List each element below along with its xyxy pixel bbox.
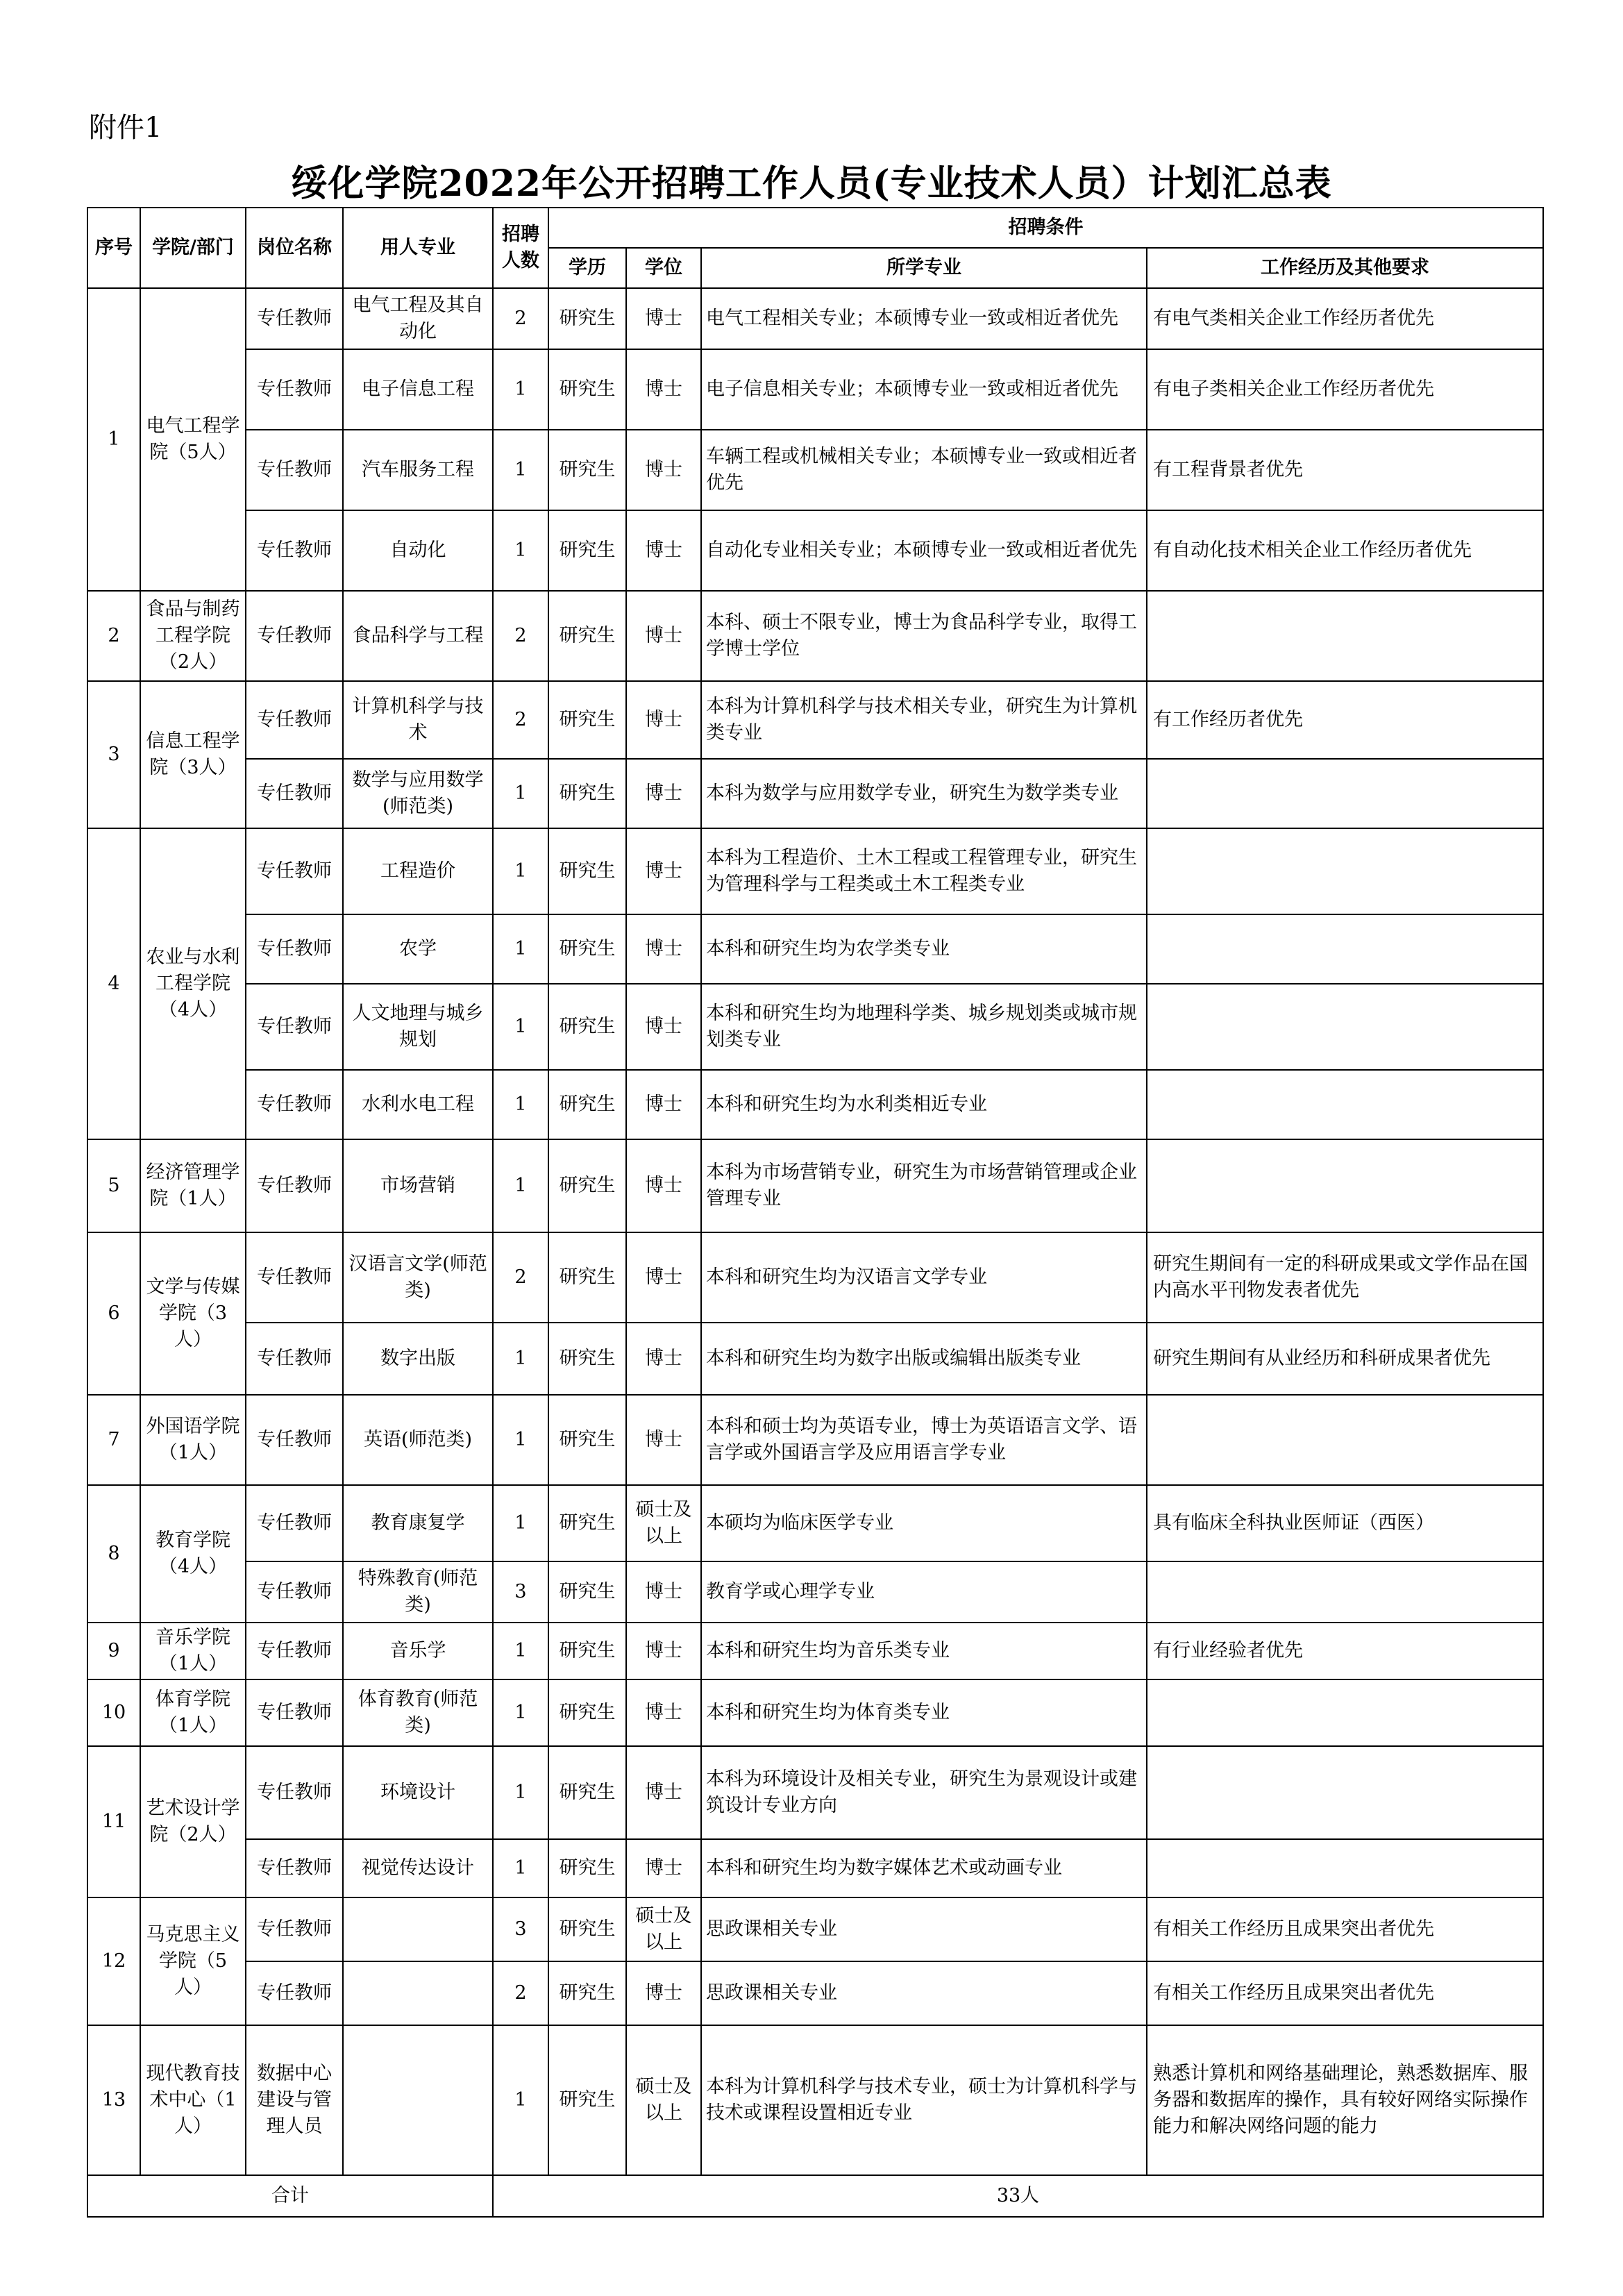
experience-cell — [1147, 1070, 1543, 1139]
count-cell: 2 — [493, 1232, 548, 1323]
specialty-cell: 电气工程及其自动化 — [343, 288, 493, 349]
education-cell: 研究生 — [548, 591, 626, 681]
table-row — [87, 2025, 1543, 2175]
count-cell: 1 — [493, 1485, 548, 1561]
major-cell: 本科为工程造价、土木工程或工程管理专业，研究生为管理科学与工程类或土木工程类专业 — [701, 828, 1147, 914]
specialty-cell: 音乐学 — [343, 1623, 493, 1679]
position-cell: 专任教师 — [246, 1070, 343, 1139]
page-title: 绥化学院2022年公开招聘工作人员(专业技术人员）计划汇总表 — [291, 162, 1332, 205]
major-cell: 本科和研究生均为数字出版或编辑出版类专业 — [701, 1323, 1147, 1395]
college-cell: 体育学院（1人） — [140, 1679, 246, 1746]
education-cell: 研究生 — [548, 1139, 626, 1232]
degree-cell: 博士 — [626, 759, 701, 828]
specialty-cell: 汽车服务工程 — [343, 430, 493, 510]
count-cell: 1 — [493, 2025, 548, 2175]
total-value: 33人 — [493, 2175, 1543, 2217]
experience-cell — [1147, 1679, 1543, 1746]
education-cell: 研究生 — [548, 828, 626, 914]
count-cell: 1 — [493, 1839, 548, 1897]
degree-cell: 博士 — [626, 1961, 701, 2025]
table-row — [87, 1897, 1543, 1961]
position-cell: 专任教师 — [246, 1232, 343, 1323]
degree-cell: 博士 — [626, 1623, 701, 1679]
college-cell: 艺术设计学院（2人） — [140, 1746, 246, 1897]
degree-cell: 博士 — [626, 1561, 701, 1623]
experience-cell: 有工程背景者优先 — [1147, 430, 1543, 510]
major-cell: 电气工程相关专业；本硕博专业一致或相近者优先 — [701, 288, 1147, 349]
row-number-cell: 2 — [87, 591, 140, 681]
row-number-cell: 10 — [87, 1679, 140, 1746]
row-number-cell: 6 — [87, 1232, 140, 1395]
table-row — [87, 1139, 1543, 1232]
specialty-cell: 体育教育(师范类) — [343, 1679, 493, 1746]
degree-cell: 博士 — [626, 1232, 701, 1323]
specialty-cell: 环境设计 — [343, 1746, 493, 1839]
major-cell: 车辆工程或机械相关专业；本硕博专业一致或相近者优先 — [701, 430, 1147, 510]
education-cell: 研究生 — [548, 288, 626, 349]
table-row — [87, 1395, 1543, 1485]
major-cell: 思政课相关专业 — [701, 1897, 1147, 1961]
experience-cell: 有相关工作经历且成果突出者优先 — [1147, 1961, 1543, 2025]
table-row — [87, 1679, 1543, 1746]
experience-cell: 有自动化技术相关企业工作经历者优先 — [1147, 510, 1543, 591]
experience-cell: 有行业经验者优先 — [1147, 1623, 1543, 1679]
education-cell: 研究生 — [548, 1485, 626, 1561]
degree-cell: 博士 — [626, 1395, 701, 1485]
college-cell: 食品与制药工程学院（2人） — [140, 591, 246, 681]
position-cell: 专任教师 — [246, 1139, 343, 1232]
specialty-cell: 自动化 — [343, 510, 493, 591]
position-cell: 专任教师 — [246, 349, 343, 430]
count-cell: 2 — [493, 288, 548, 349]
education-cell: 研究生 — [548, 1323, 626, 1395]
major-cell: 本科和硕士均为英语专业，博士为英语语言文学、语言学或外国语言学及应用语言学专业 — [701, 1395, 1147, 1485]
education-cell: 研究生 — [548, 2025, 626, 2175]
attachment-label: 附件1 — [89, 112, 162, 144]
position-cell: 专任教师 — [246, 759, 343, 828]
table-row — [87, 510, 1543, 591]
college-cell: 音乐学院（1人） — [140, 1623, 246, 1679]
college-cell: 文学与传媒学院（3人） — [140, 1232, 246, 1395]
major-cell: 本科为计算机科学与技术专业，硕士为计算机科学与技术或课程设置相近专业 — [701, 2025, 1147, 2175]
position-cell: 专任教师 — [246, 1839, 343, 1897]
degree-cell: 博士 — [626, 681, 701, 759]
degree-cell: 博士 — [626, 430, 701, 510]
count-cell: 2 — [493, 591, 548, 681]
table-row — [87, 1323, 1543, 1395]
position-cell: 专任教师 — [246, 984, 343, 1070]
education-cell: 研究生 — [548, 1961, 626, 2025]
specialty-cell: 计算机科学与技术 — [343, 681, 493, 759]
table-row — [87, 1485, 1543, 1561]
table-row — [87, 681, 1543, 759]
degree-cell: 博士 — [626, 1070, 701, 1139]
experience-cell — [1147, 914, 1543, 984]
position-cell: 专任教师 — [246, 1485, 343, 1561]
experience-cell — [1147, 1561, 1543, 1623]
education-cell: 研究生 — [548, 914, 626, 984]
count-cell: 1 — [493, 828, 548, 914]
major-cell: 本科为环境设计及相关专业，研究生为景观设计或建筑设计专业方向 — [701, 1746, 1147, 1839]
specialty-cell: 农学 — [343, 914, 493, 984]
table-row — [87, 914, 1543, 984]
header-position: 岗位名称 — [246, 208, 343, 288]
specialty-cell — [343, 1897, 493, 1961]
count-cell: 1 — [493, 430, 548, 510]
row-number-cell: 9 — [87, 1623, 140, 1679]
degree-cell: 博士 — [626, 1139, 701, 1232]
college-cell: 信息工程学院（3人） — [140, 681, 246, 828]
education-cell: 研究生 — [548, 1070, 626, 1139]
count-cell: 1 — [493, 1070, 548, 1139]
major-cell: 本科和研究生均为数字媒体艺术或动画专业 — [701, 1839, 1147, 1897]
specialty-cell: 汉语言文学(师范类) — [343, 1232, 493, 1323]
table-row — [87, 984, 1543, 1070]
education-cell: 研究生 — [548, 984, 626, 1070]
college-cell: 教育学院（4人） — [140, 1485, 246, 1623]
count-cell: 3 — [493, 1897, 548, 1961]
header-conditions: 招聘条件 — [548, 208, 1543, 248]
row-number-cell: 13 — [87, 2025, 140, 2175]
college-cell: 马克思主义学院（5人） — [140, 1897, 246, 2025]
count-cell: 2 — [493, 681, 548, 759]
degree-cell: 博士 — [626, 914, 701, 984]
count-cell: 1 — [493, 510, 548, 591]
specialty-cell — [343, 2025, 493, 2175]
count-cell: 1 — [493, 1623, 548, 1679]
experience-cell: 有电气类相关企业工作经历者优先 — [1147, 288, 1543, 349]
experience-cell: 具有临床全科执业医师证（西医） — [1147, 1485, 1543, 1561]
major-cell: 思政课相关专业 — [701, 1961, 1147, 2025]
header-college: 学院/部门 — [140, 208, 246, 288]
position-cell: 专任教师 — [246, 510, 343, 591]
education-cell: 研究生 — [548, 349, 626, 430]
header-experience: 工作经历及其他要求 — [1147, 248, 1543, 288]
table-row — [87, 828, 1543, 914]
position-cell: 专任教师 — [246, 1897, 343, 1961]
degree-cell: 博士 — [626, 349, 701, 430]
count-cell: 1 — [493, 1139, 548, 1232]
table-row — [87, 349, 1543, 430]
experience-cell — [1147, 1139, 1543, 1232]
education-cell: 研究生 — [548, 1897, 626, 1961]
experience-cell — [1147, 1746, 1543, 1839]
college-cell: 农业与水利工程学院（4人） — [140, 828, 246, 1139]
count-cell: 3 — [493, 1561, 548, 1623]
specialty-cell: 人文地理与城乡规划 — [343, 984, 493, 1070]
total-label: 合计 — [87, 2175, 493, 2217]
major-cell: 电子信息相关专业；本硕博专业一致或相近者优先 — [701, 349, 1147, 430]
specialty-cell: 水利水电工程 — [343, 1070, 493, 1139]
position-cell: 专任教师 — [246, 1561, 343, 1623]
experience-cell: 有电子类相关企业工作经历者优先 — [1147, 349, 1543, 430]
position-cell: 专任教师 — [246, 591, 343, 681]
header-degree: 学位 — [626, 248, 701, 288]
position-cell: 专任教师 — [246, 1395, 343, 1485]
row-number-cell: 4 — [87, 828, 140, 1139]
table-row — [87, 1961, 1543, 2025]
recruitment-plan-table — [87, 207, 1544, 2218]
count-cell: 2 — [493, 1961, 548, 2025]
experience-cell: 熟悉计算机和网络基础理论，熟悉数据库、服务器和数据库的操作，具有较好网络实际操作能力和解决网络问题的能力 — [1147, 2025, 1543, 2175]
education-cell: 研究生 — [548, 1232, 626, 1323]
experience-cell: 研究生期间有从业经历和科研成果者优先 — [1147, 1323, 1543, 1395]
count-cell: 1 — [493, 914, 548, 984]
education-cell: 研究生 — [548, 1395, 626, 1485]
major-cell: 本科、硕士不限专业，博士为食品科学专业，取得工学博士学位 — [701, 591, 1147, 681]
degree-cell: 硕士及以上 — [626, 2025, 701, 2175]
degree-cell: 博士 — [626, 1323, 701, 1395]
education-cell: 研究生 — [548, 1561, 626, 1623]
specialty-cell — [343, 1961, 493, 2025]
row-number-cell: 12 — [87, 1897, 140, 2025]
position-cell: 专任教师 — [246, 1746, 343, 1839]
major-cell: 本硕均为临床医学专业 — [701, 1485, 1147, 1561]
specialty-cell: 食品科学与工程 — [343, 591, 493, 681]
header-specialty: 用人专业 — [343, 208, 493, 288]
table-row — [87, 1070, 1543, 1139]
table-row — [87, 1232, 1543, 1323]
major-cell: 本科和研究生均为音乐类专业 — [701, 1623, 1147, 1679]
count-cell: 1 — [493, 1746, 548, 1839]
degree-cell: 博士 — [626, 288, 701, 349]
major-cell: 自动化专业相关专业；本硕博专业一致或相近者优先 — [701, 510, 1147, 591]
table-row — [87, 759, 1543, 828]
education-cell: 研究生 — [548, 1839, 626, 1897]
major-cell: 本科和研究生均为体育类专业 — [701, 1679, 1147, 1746]
specialty-cell: 市场营销 — [343, 1139, 493, 1232]
experience-cell: 有工作经历者优先 — [1147, 681, 1543, 759]
education-cell: 研究生 — [548, 1746, 626, 1839]
count-cell: 1 — [493, 1679, 548, 1746]
header-education: 学历 — [548, 248, 626, 288]
count-cell: 1 — [493, 759, 548, 828]
specialty-cell: 数学与应用数学(师范类) — [343, 759, 493, 828]
count-cell: 1 — [493, 349, 548, 430]
education-cell: 研究生 — [548, 1679, 626, 1746]
specialty-cell: 数字出版 — [343, 1323, 493, 1395]
position-cell: 专任教师 — [246, 430, 343, 510]
table-row — [87, 1839, 1543, 1897]
major-cell: 本科为计算机科学与技术相关专业，研究生为计算机类专业 — [701, 681, 1147, 759]
specialty-cell: 教育康复学 — [343, 1485, 493, 1561]
degree-cell: 博士 — [626, 1679, 701, 1746]
count-cell: 1 — [493, 1323, 548, 1395]
position-cell: 专任教师 — [246, 828, 343, 914]
table-row — [87, 1561, 1543, 1623]
degree-cell: 博士 — [626, 510, 701, 591]
row-number-cell: 8 — [87, 1485, 140, 1623]
degree-cell: 博士 — [626, 1746, 701, 1839]
header-no: 序号 — [87, 208, 140, 288]
education-cell: 研究生 — [548, 430, 626, 510]
specialty-cell: 特殊教育(师范类) — [343, 1561, 493, 1623]
position-cell: 专任教师 — [246, 1323, 343, 1395]
row-number-cell: 3 — [87, 681, 140, 828]
degree-cell: 博士 — [626, 591, 701, 681]
college-cell: 电气工程学院（5人） — [140, 288, 246, 591]
position-cell: 专任教师 — [246, 1679, 343, 1746]
header-major: 所学专业 — [701, 248, 1147, 288]
major-cell: 教育学或心理学专业 — [701, 1561, 1147, 1623]
table-row — [87, 288, 1543, 349]
college-cell: 外国语学院（1人） — [140, 1395, 246, 1485]
experience-cell — [1147, 591, 1543, 681]
college-cell: 现代教育技术中心（1人） — [140, 2025, 246, 2175]
experience-cell — [1147, 1395, 1543, 1485]
experience-cell — [1147, 984, 1543, 1070]
header-count: 招聘人数 — [493, 208, 548, 288]
table-row — [87, 430, 1543, 510]
major-cell: 本科和研究生均为农学类专业 — [701, 914, 1147, 984]
position-cell: 专任教师 — [246, 288, 343, 349]
experience-cell — [1147, 828, 1543, 914]
experience-cell: 研究生期间有一定的科研成果或文学作品在国内高水平刊物发表者优先 — [1147, 1232, 1543, 1323]
major-cell: 本科为市场营销专业，研究生为市场营销管理或企业管理专业 — [701, 1139, 1147, 1232]
specialty-cell: 电子信息工程 — [343, 349, 493, 430]
degree-cell: 硕士及以上 — [626, 1485, 701, 1561]
experience-cell — [1147, 1839, 1543, 1897]
education-cell: 研究生 — [548, 681, 626, 759]
education-cell: 研究生 — [548, 510, 626, 591]
degree-cell: 博士 — [626, 828, 701, 914]
experience-cell — [1147, 759, 1543, 828]
degree-cell: 博士 — [626, 1839, 701, 1897]
education-cell: 研究生 — [548, 759, 626, 828]
specialty-cell: 视觉传达设计 — [343, 1839, 493, 1897]
degree-cell: 硕士及以上 — [626, 1897, 701, 1961]
college-cell: 经济管理学院（1人） — [140, 1139, 246, 1232]
count-cell: 1 — [493, 1395, 548, 1485]
major-cell: 本科为数学与应用数学专业，研究生为数学类专业 — [701, 759, 1147, 828]
position-cell: 数据中心建设与管理人员 — [246, 2025, 343, 2175]
experience-cell: 有相关工作经历且成果突出者优先 — [1147, 1897, 1543, 1961]
table-row — [87, 591, 1543, 681]
table-row — [87, 1623, 1543, 1679]
count-cell: 1 — [493, 984, 548, 1070]
table-row — [87, 1746, 1543, 1839]
row-number-cell: 7 — [87, 1395, 140, 1485]
specialty-cell: 工程造价 — [343, 828, 493, 914]
major-cell: 本科和研究生均为汉语言文学专业 — [701, 1232, 1147, 1323]
table-body — [87, 288, 1543, 2175]
education-cell: 研究生 — [548, 1623, 626, 1679]
row-number-cell: 11 — [87, 1746, 140, 1897]
position-cell: 专任教师 — [246, 681, 343, 759]
major-cell: 本科和研究生均为水利类相近专业 — [701, 1070, 1147, 1139]
specialty-cell: 英语(师范类) — [343, 1395, 493, 1485]
position-cell: 专任教师 — [246, 914, 343, 984]
position-cell: 专任教师 — [246, 1623, 343, 1679]
row-number-cell: 1 — [87, 288, 140, 591]
position-cell: 专任教师 — [246, 1961, 343, 2025]
major-cell: 本科和研究生均为地理科学类、城乡规划类或城市规划类专业 — [701, 984, 1147, 1070]
degree-cell: 博士 — [626, 984, 701, 1070]
row-number-cell: 5 — [87, 1139, 140, 1232]
